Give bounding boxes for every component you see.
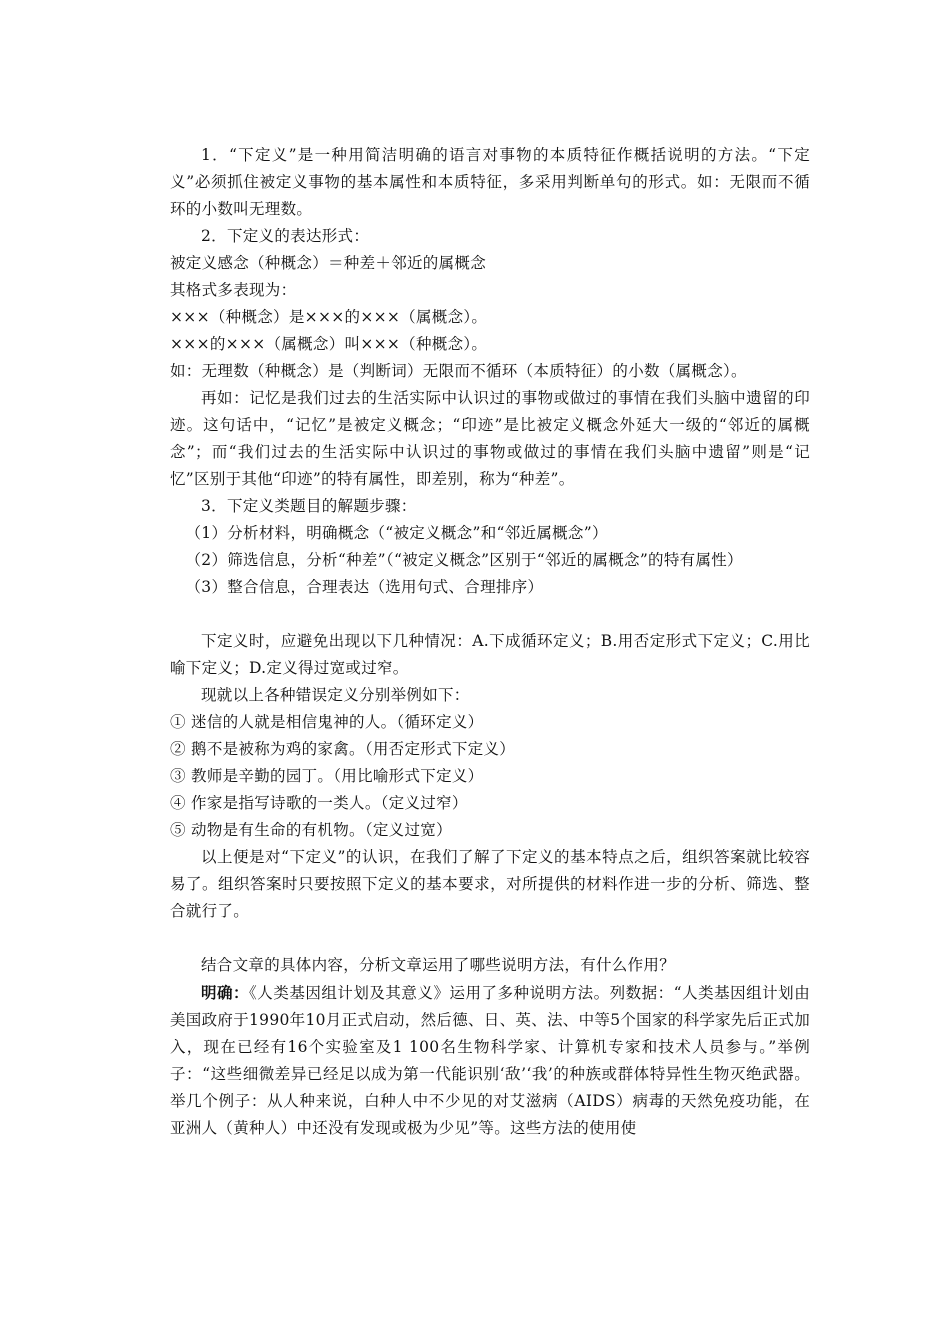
document-page <box>170 142 810 1142</box>
steps-heading: 3．下定义类题目的解题步骤： <box>201 497 417 515</box>
example-irrational: 如：无理数（种概念）是（判断词）无限而不循环（本质特征）的小数（属概念）。 <box>170 362 747 380</box>
error-example-1: ① 迷信的人就是相信鬼神的人。（循环定义） <box>170 713 484 731</box>
format-pattern-2: ×××的×××（属概念）叫×××（种概念）。 <box>170 335 488 353</box>
step-1: （1）分析材料，明确概念（“被定义概念”和“邻近属概念”） <box>185 524 608 542</box>
definition-intro: 1．“下定义”是一种用简洁明确的语言对事物的本质特征作概括说明的方法。“下定义”必须抓住被定义事物的基本属性和本质特征，多采用判断单句的形式。如：无限而不循环的小数叫无理数。 <box>170 146 810 218</box>
section-gap <box>170 601 810 628</box>
error-example-2: ② 鹅不是被称为鸡的家禽。（用否定形式下定义） <box>170 740 516 758</box>
step-2: （2）筛选信息，分析“种差”（“被定义概念”区别于“邻近的属概念”的特有属性） <box>185 551 743 569</box>
summary-paragraph: 以上便是对“下定义”的认识，在我们了解了下定义的基本特点之后，组织答案就比较容易了。组织答案时只要按照下定义的基本要求，对所提供的材料作进一步的分析、筛选、整合就行了。 <box>170 848 810 920</box>
error-example-3: ③ 教师是辛勤的园丁。（用比喻形式下定义） <box>170 767 484 785</box>
question: 结合文章的具体内容，分析文章运用了哪些说明方法，有什么作用？ <box>201 956 676 974</box>
error-example-4: ④ 作家是指写诗歌的一类人。（定义过窄） <box>170 794 468 812</box>
format-pattern-1: ×××（种概念）是×××的×××（属概念）。 <box>170 308 488 326</box>
examples-intro: 现就以上各种错误定义分别举例如下： <box>201 686 470 704</box>
avoid-cases: 下定义时，应避免出现以下几种情况：A.下成循环定义；B.用否定形式下定义；C.用比喻下定义；D.定义得过宽或过窄。 <box>170 632 810 677</box>
error-example-5: ⑤ 动物是有生命的有机物。（定义过宽） <box>170 821 452 839</box>
answer-label: 明确： <box>201 983 250 1002</box>
section-gap <box>170 925 810 952</box>
answer-body: 《人类基因组计划及其意义》运用了多种说明方法。列数据：“人类基因组计划由美国政府于1990年10月正式启动，然后德、日、英、法、中等5个国家的科学家先后正式加入，现在已经有16个实验室及1 100名生物科学家、计算机专家和技术人员参与。”举例子：“这些细微差异已经足以成为第一代能识别‘敌’‘我’的种族或群体特异性生物灭绝武器。举几个例子：从人种来说，白种人中不少见的对艾滋病（AIDS）病毒的天然免疫功能，在亚洲人（黄种人）中还没有发现或极为少见”等。这些方法的使用使 <box>170 984 810 1137</box>
expression-form-heading: 2．下定义的表达形式： <box>201 227 370 245</box>
answer-paragraph <box>170 979 810 1142</box>
format-intro: 其格式多表现为： <box>170 281 297 299</box>
step-3: （3）整合信息，合理表达（选用句式、合理排序） <box>185 578 544 596</box>
example-memory: 再如：记忆是我们过去的生活实际中认识过的事物或做过的事情在我们头脑中遗留的印迹。这句话中，“记忆”是被定义概念；“印迹”是比被定义概念外延大一级的“邻近的属概念”；而“我们过去的生活实际中认识过的事物或做过的事情在我们头脑中遗留”则是“记忆”区别于其他“印迹”的特有属性，即差别，称为“种差”。 <box>170 389 810 488</box>
definition-formula: 被定义感念（种概念）＝种差＋邻近的属概念 <box>170 254 487 272</box>
